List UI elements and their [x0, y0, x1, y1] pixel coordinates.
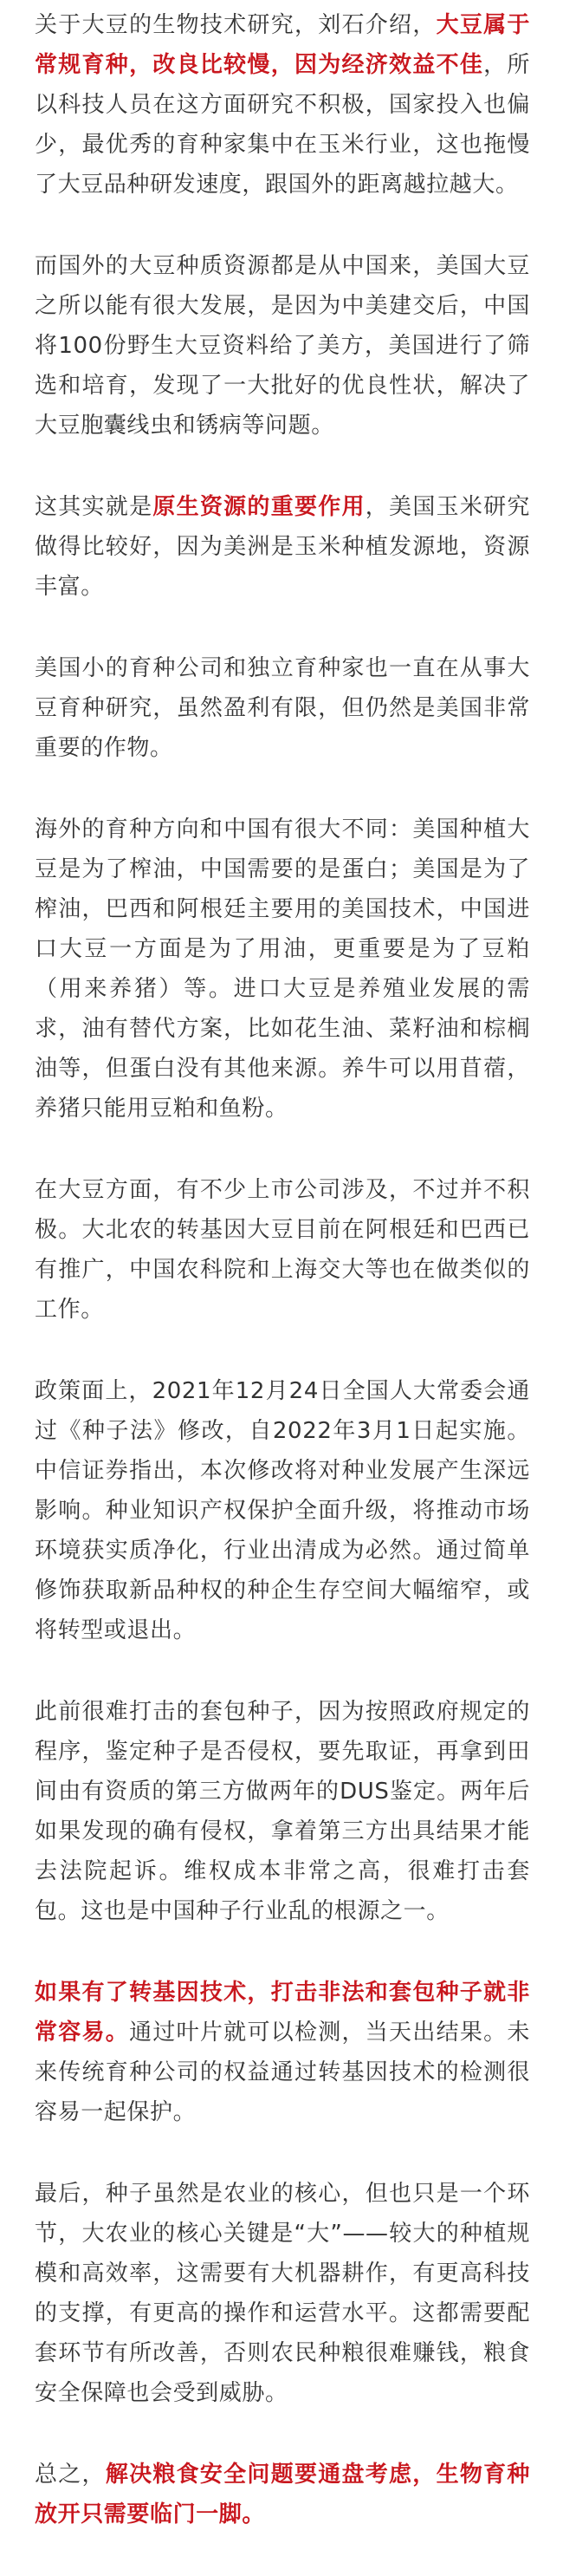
article-paragraph	[35, 648, 530, 768]
body-text: ，美国玉米研究做得比较好，因为美洲是玉米种植发源地，资源丰富。	[35, 494, 530, 600]
article-body	[35, 5, 530, 2576]
body-text: 关于大豆的生物技术研究，刘石介绍，	[35, 12, 437, 38]
article-paragraph	[35, 810, 530, 1129]
body-text: 海外的育种方向和中国有很大不同：美国种植大豆是为了榨油，中国需要的是蛋白；美国是为了榨油，巴西和阿根廷主要用的美国技术，中国进口大豆一方面是为了用油，更重要是为了豆粕（用来养猪）等。进口大豆是养殖业发展的需求，油有替代方案，比如花生油、菜籽油和棕榈油等，但蛋白没有其他来源。养牛可以用苜蓿，养猪只能用豆粕和鱼粉。	[35, 816, 530, 1122]
body-text: 这其实就是	[35, 494, 153, 520]
highlighted-text: 原生资源的重要作用	[152, 494, 366, 520]
body-text: 最后，种子虽然是农业的核心，但也只是一个环节，大农业的核心关键是“大”——较大的种植规模和高效率，这需要有大机器耕作，有更高科技的支撑，有更高的操作和运营水平。这都需要配套环节有所改善，否则农民种粮很难赚钱，粮食安全保障也会受到威胁。	[35, 2181, 530, 2406]
article-paragraph	[35, 2455, 530, 2534]
article-paragraph	[35, 487, 530, 607]
article-paragraph	[35, 1170, 530, 1330]
body-text: 而国外的大豆种质资源都是从中国来，美国大豆之所以能有很大发展，是因为中美建交后，中国将100份野生大豆资料给了美方，美国进行了筛选和培育，发现了一大批好的优良性状，解决了大豆胞囊线虫和锈病等问题。	[35, 253, 530, 439]
body-text: 政策面上，2021年12月24日全国人大常委会通过《种子法》修改，自2022年3月1日起实施。中信证券指出，本次修改将对种业发展产生深远影响。种业知识产权保护全面升级，将推动市场环境获实质净化，行业出清成为必然。通过简单修饰获取新品种权的种企生存空间大幅缩窄，或将转型或退出。	[35, 1378, 530, 1643]
body-text: 此前很难打击的套包种子，因为按照政府规定的程序，鉴定种子是否侵权，要先取证，再拿到田间由有资质的第三方做两年的DUS鉴定。两年后如果发现的确有侵权，拿着第三方出具结果才能去法院起诉。维权成本非常之高，很难打击套包。这也是中国种子行业乱的根源之一。	[35, 1699, 530, 1924]
body-text: 通过叶片就可以检测，当天出结果。未来传统育种公司的权益通过转基因技术的检测很容易一起保护。	[35, 2020, 531, 2125]
body-text: 美国小的育种公司和独立育种家也一直在从事大豆育种研究，虽然盈利有限，但仍然是美国非常重要的作物。	[35, 655, 530, 761]
highlighted-text: 大豆属于常规育种，改良比较慢，因为经济效益不佳	[35, 12, 531, 78]
highlighted-text: 如果有了转基因技术，打击非法和套包种子就非常容易。	[35, 1980, 530, 2046]
article-paragraph	[35, 2174, 530, 2413]
article-paragraph	[35, 1973, 530, 2132]
article-paragraph	[35, 5, 530, 205]
body-text: 总之，	[35, 2462, 106, 2488]
article-paragraph	[35, 246, 530, 446]
body-text: ，所以科技人员在这方面研究不积极，国家投入也偏少，最优秀的育种家集中在玉米行业，这也拖慢了大豆品种研发速度，跟国外的距离越拉越大。	[35, 52, 530, 198]
highlighted-text: 解决粮食安全问题要通盘考虑，生物育种放开只需要临门一脚。	[35, 2462, 530, 2527]
body-text: 在大豆方面，有不少上市公司涉及，不过并不积极。大北农的转基因大豆目前在阿根廷和巴西已有推广，中国农科院和上海交大等也在做类似的工作。	[35, 1177, 530, 1323]
article-paragraph	[35, 1692, 530, 1931]
article-paragraph	[35, 1371, 530, 1650]
